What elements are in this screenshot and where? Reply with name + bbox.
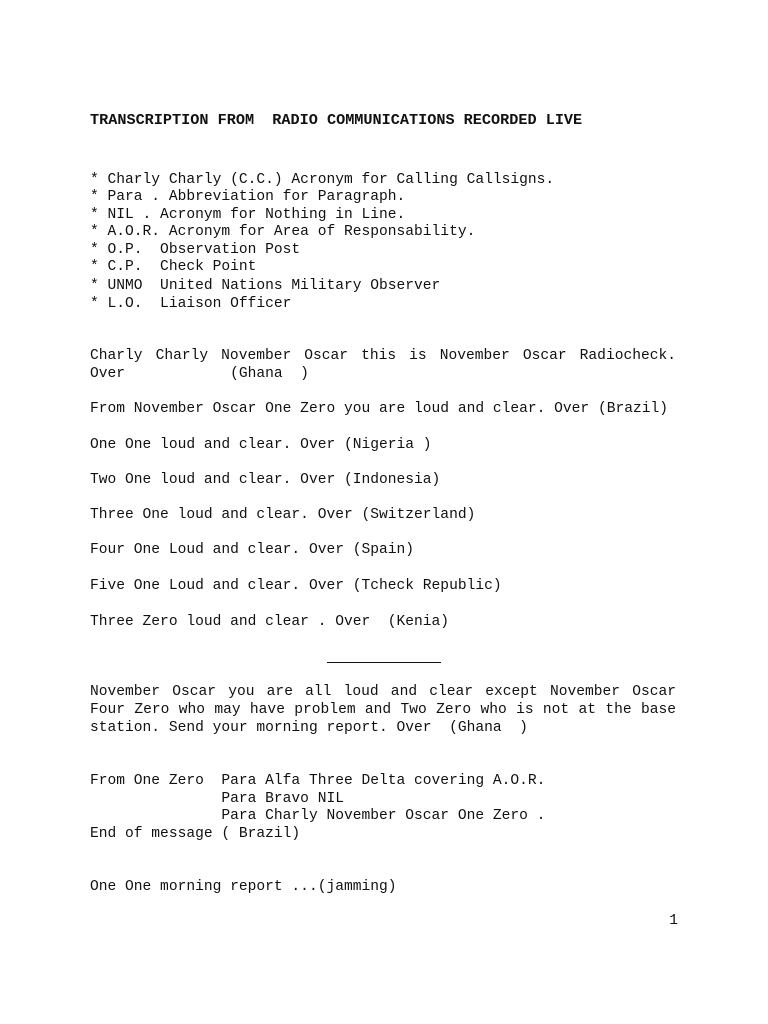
reply-line: Three One loud and clear. Over (Switzerland) (90, 507, 476, 523)
reply-line: Two One loud and clear. Over (Indonesia) (90, 472, 441, 488)
radiocheck-line-1: Charly Charly November Oscar this is November Oscar Radiocheck. (90, 348, 676, 364)
page-number: 1 (669, 913, 678, 929)
glossary-item: * Charly Charly (C.C.) Acronym for Calling Callsigns. (90, 172, 555, 188)
report-line: Para Charly November Oscar One Zero . (90, 808, 546, 824)
glossary-item: * Para . Abbreviation for Paragraph. (90, 189, 406, 205)
glossary-item: * O.P. Observation Post (90, 242, 301, 258)
jamming-line: One One morning report ...(jamming) (90, 879, 397, 895)
glossary-item: * C.P. Check Point (90, 259, 257, 275)
reply-line: Five One Loud and clear. Over (Tcheck Republic) (90, 578, 502, 594)
report-line: Para Bravo NIL (90, 791, 344, 807)
glossary-item: * A.O.R. Acronym for Area of Responsability. (90, 224, 476, 240)
summary-line-2: Four Zero who may have problem and Two Zero who is not at the base (90, 702, 676, 718)
reply-line: Four One Loud and clear. Over (Spain) (90, 542, 415, 558)
glossary-item: * UNMO United Nations Military Observer (90, 278, 441, 294)
reply-line: One One loud and clear. Over (Nigeria ) (90, 437, 432, 453)
summary-line-1: November Oscar you are all loud and clear except November Oscar (90, 684, 676, 700)
report-line: From One Zero Para Alfa Three Delta covering A.O.R. (90, 773, 546, 789)
report-line: End of message ( Brazil) (90, 826, 301, 842)
glossary-item: * NIL . Acronym for Nothing in Line. (90, 207, 406, 223)
radiocheck-line-2: Over (Ghana ) (90, 366, 309, 382)
reply-line: Three Zero loud and clear . Over (Kenia) (90, 614, 450, 630)
section-divider (327, 662, 441, 663)
document-title: TRANSCRIPTION FROM RADIO COMMUNICATIONS RECORDED LIVE (90, 111, 583, 129)
summary-line-3: station. Send your morning report. Over (Ghana ) (90, 720, 528, 736)
reply-line: From November Oscar One Zero you are loud and clear. Over (Brazil) (90, 401, 669, 417)
glossary-item: * L.O. Liaison Officer (90, 296, 292, 312)
